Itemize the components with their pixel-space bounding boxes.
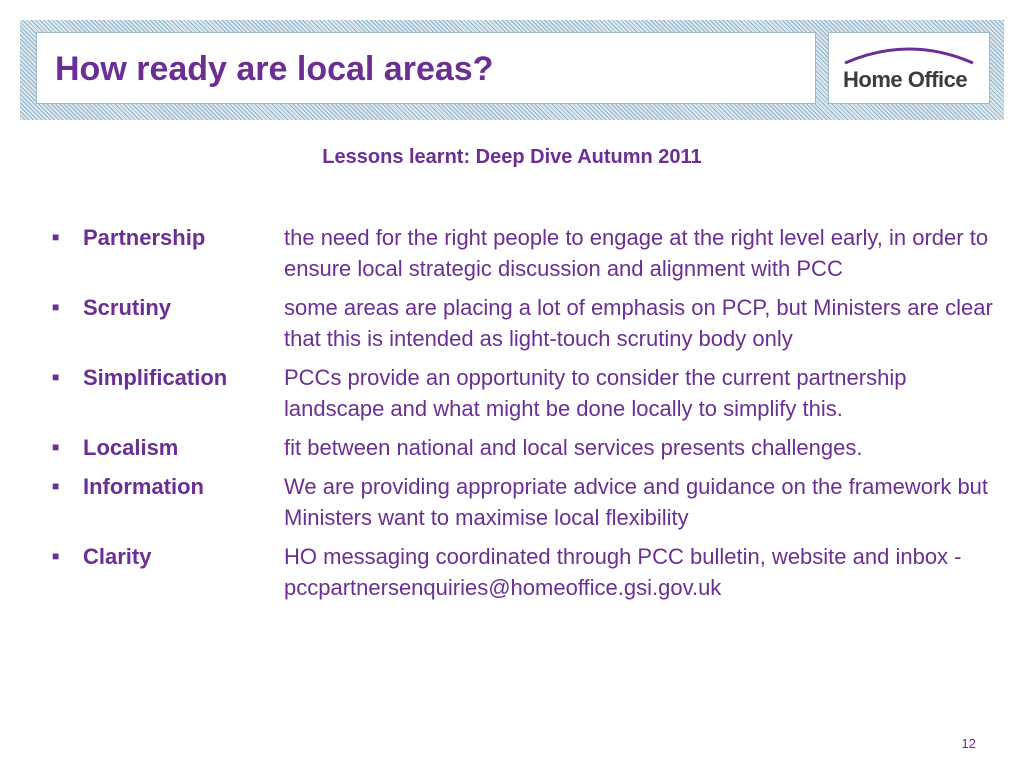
bullet-list [52,222,1002,611]
slide-subtitle: Lessons learnt: Deep Dive Autumn 2011 [322,146,702,168]
title-box [36,32,816,104]
bullet-description: some areas are placing a lot of emphasis on PCP, but Ministers are clear that this is intended as light-touch scrutiny body only [284,295,993,351]
logo-arc-icon [843,41,975,67]
square-bullet-icon: ■ [52,440,60,454]
square-bullet-icon: ■ [52,300,60,314]
bullet-item-information [52,471,1002,533]
square-bullet-icon: ■ [52,230,60,244]
bullet-description: the need for the right people to engage at the right level early, in order to ensure local strategic discussion and alignment with PCC [284,225,989,281]
slide-title: How ready are local areas? [55,50,494,88]
header-band [20,20,1004,120]
bullet-term: Partnership [83,225,206,250]
logo-text: Home Office [843,67,968,92]
bullet-description: HO messaging coordinated through PCC bulletin, website and inbox - pccpartnersenquiries@homeoffice.gsi.gov.uk [284,544,962,600]
bullet-term: Localism [83,435,179,460]
bullet-description: fit between national and local services presents challenges. [284,435,863,460]
bullet-description: PCCs provide an opportunity to consider the current partnership landscape and what might be done locally to simplify this. [284,365,907,421]
square-bullet-icon: ■ [52,549,60,563]
bullet-item-localism [52,432,1002,463]
page-number: 12 [961,736,976,751]
bullet-term: Simplification [83,365,228,390]
bullet-item-clarity [52,541,1002,603]
home-office-logo [828,32,990,104]
square-bullet-icon: ■ [52,479,60,493]
bullet-term: Information [83,474,204,499]
bullet-term: Clarity [83,544,152,569]
bullet-term: Scrutiny [83,295,172,320]
bullet-description: We are providing appropriate advice and guidance on the framework but Ministers want to maximise local flexibility [284,474,989,530]
bullet-item-simplification [52,362,1002,424]
bullet-item-partnership [52,222,1002,284]
square-bullet-icon: ■ [52,370,60,384]
bullet-item-scrutiny [52,292,1002,354]
